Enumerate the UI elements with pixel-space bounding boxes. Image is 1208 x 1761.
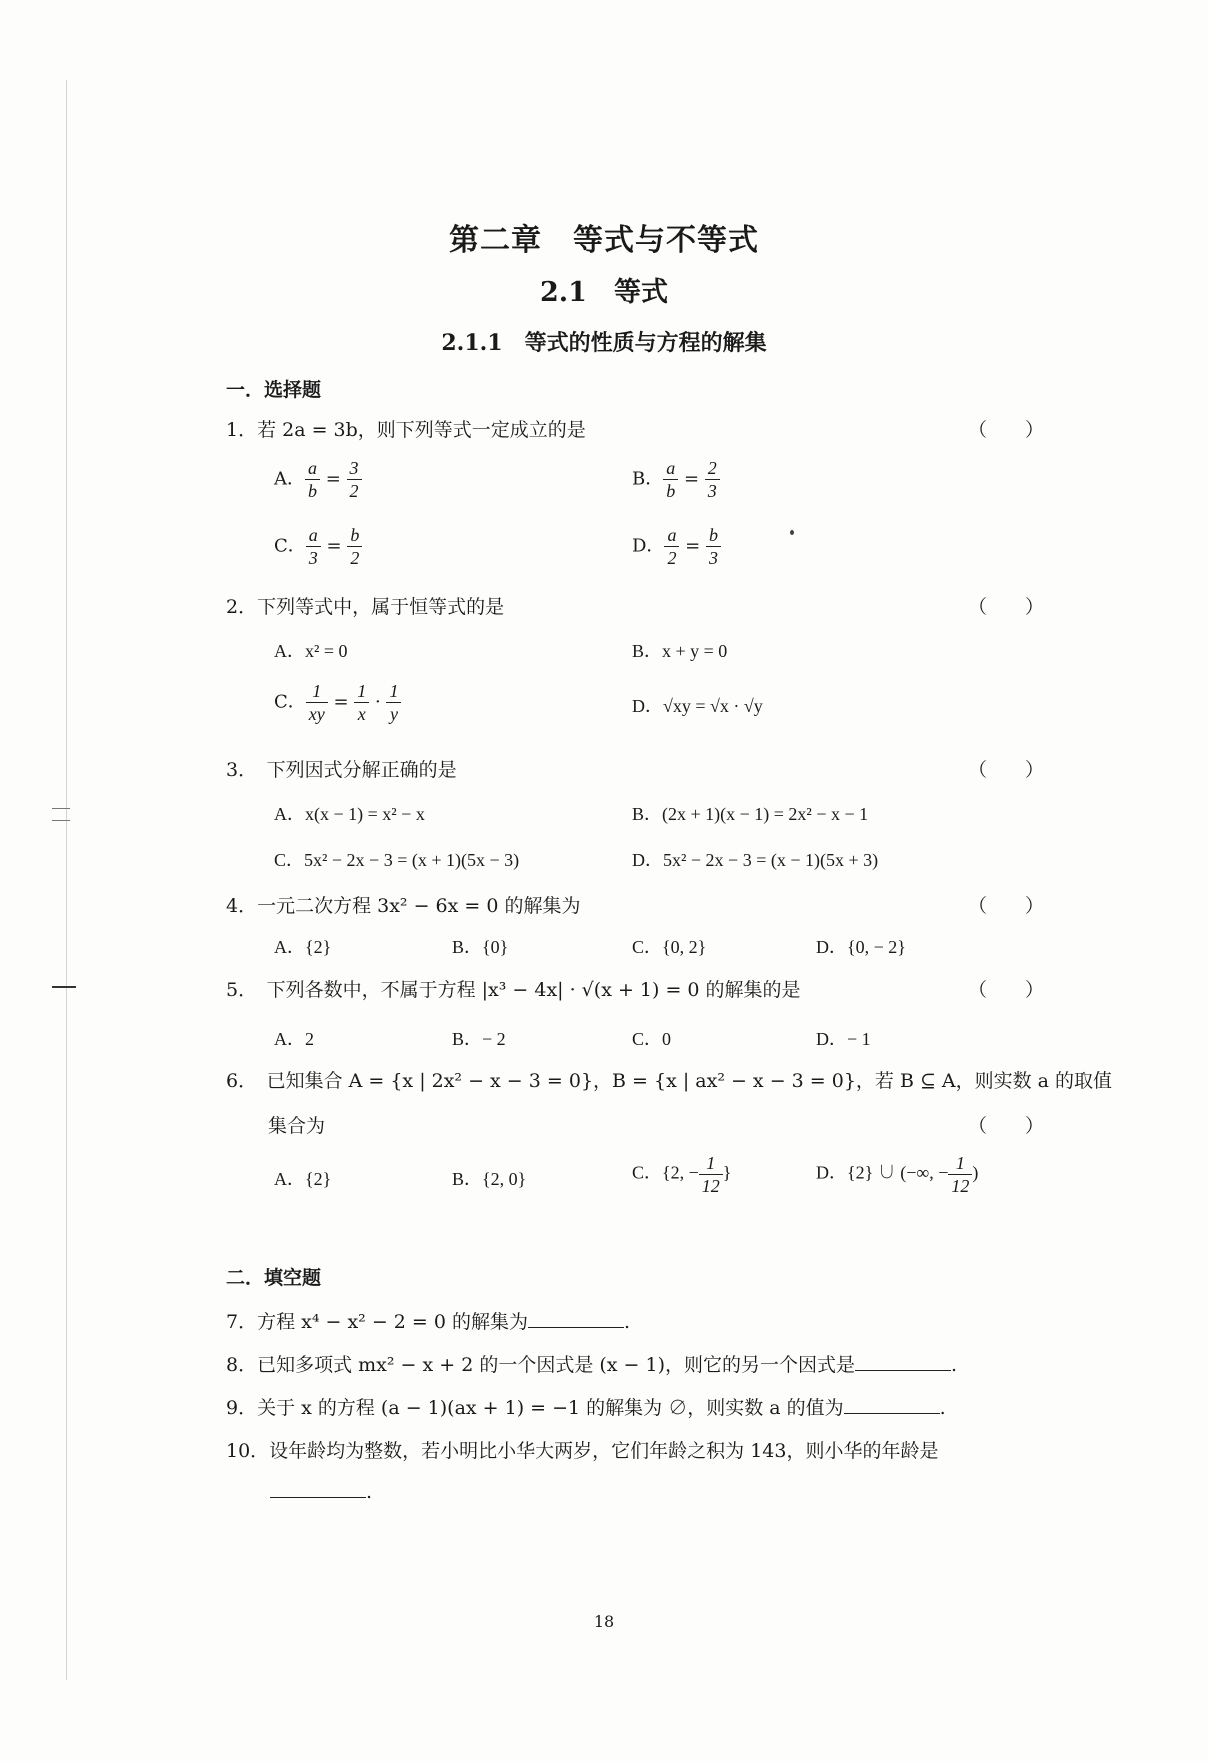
chapter-title: 第二章 等式与不等式 <box>449 223 759 258</box>
q6-option-c: C．{2, − $\frac{1}{12}$ } <box>632 1153 732 1196</box>
scan-mark <box>52 820 70 821</box>
question-8: 8．已知多项式 mx² − x + 2 的一个因式是 (x − 1)，则它的另一个因式是 . <box>226 1354 958 1376</box>
q6-option-a: A．{2} <box>274 1169 332 1189</box>
answer-blank[interactable] <box>270 1481 366 1498</box>
question-10-answer-line: . <box>270 1481 372 1503</box>
fraction: $\frac{a}{b}$ <box>663 457 678 502</box>
fraction: $\frac{3}{2}$ <box>347 457 362 502</box>
scan-mark <box>52 986 76 988</box>
fraction: $\frac{1}{12}$ <box>948 1152 972 1197</box>
q1-option-c: C． $\frac{a}{3}$ = $\frac{b}{2}$ <box>274 524 362 569</box>
q4-option-a: A．{2} <box>274 937 332 957</box>
subsection-title: 2.1.1 等式的性质与方程的解集 <box>441 330 767 356</box>
answer-paren: （ ） <box>968 419 1045 441</box>
q5-option-c: C．0 <box>632 1029 672 1049</box>
q1-option-a: A． $\frac{a}{b}$ = $\frac{3}{2}$ <box>274 457 362 502</box>
q5-option-a: A．2 <box>274 1029 314 1049</box>
q4-option-b: B．{0} <box>452 937 509 957</box>
part1-heading: 一．选择题 <box>226 379 322 401</box>
fraction: $\frac{a}{3}$ <box>306 524 321 569</box>
fraction: $\frac{a}{b}$ <box>305 457 320 502</box>
q6-option-d: D．{2} ∪ (−∞, − $\frac{1}{12}$ ) <box>816 1153 979 1196</box>
question-6-stem: 6． 已知集合 A = {x | 2x² − x − 3 = 0}，B = {x | ax² − x − 3 = 0}，若 B ⊆ A，则实数 a 的取值 <box>226 1070 1113 1092</box>
q2-option-a: A．x² = 0 <box>274 641 348 661</box>
answer-blank[interactable] <box>855 1354 951 1371</box>
scan-mark <box>52 808 70 809</box>
answer-paren: （ ） <box>968 895 1045 917</box>
question-4-stem: 4．一元二次方程 3x² − 6x = 0 的解集为 <box>226 895 581 917</box>
answer-paren: （ ） <box>968 1115 1045 1137</box>
fraction: $\frac{1}{12}$ <box>699 1152 723 1197</box>
fraction: $\frac{2}{3}$ <box>705 457 720 502</box>
question-10: 10．设年龄均为整数，若小明比小华大两岁，它们年龄之积为 143，则小华的年龄是 <box>226 1440 939 1462</box>
q4-option-c: C．{0, 2} <box>632 937 707 957</box>
q3-option-c: C．5x² − 2x − 3 = (x + 1)(5x − 3) <box>274 850 520 870</box>
scan-margin-line <box>66 80 67 1680</box>
q1-option-d: D． $\frac{a}{2}$ = $\frac{b}{3}$ <box>632 524 721 569</box>
fraction: $\frac{b}{2}$ <box>347 524 362 569</box>
fraction: $\frac{b}{3}$ <box>706 524 721 569</box>
fraction: $\frac{1}{x}$ <box>354 680 369 725</box>
scan-speck <box>790 530 794 535</box>
q3-option-b: B．(2x + 1)(x − 1) = 2x² − x − 1 <box>632 804 869 824</box>
question-7: 7．方程 x⁴ − x² − 2 = 0 的解集为 . <box>226 1311 631 1333</box>
answer-blank[interactable] <box>528 1311 624 1328</box>
q6-option-b: B．{2, 0} <box>452 1169 527 1189</box>
q1-option-b: B． $\frac{a}{b}$ = $\frac{2}{3}$ <box>632 457 720 502</box>
page-number: 18 <box>593 1612 615 1631</box>
q4-option-d: D．{0, − 2} <box>816 937 906 957</box>
fraction: $\frac{1}{xy}$ <box>306 680 328 725</box>
question-3-stem: 3． 下列因式分解正确的是 <box>226 759 457 781</box>
answer-paren: （ ） <box>968 596 1045 618</box>
section-title: 2.1 等式 <box>540 277 668 308</box>
question-2-stem: 2．下列等式中，属于恒等式的是 <box>226 596 505 618</box>
fraction: $\frac{a}{2}$ <box>664 524 679 569</box>
q3-option-d: D．5x² − 2x − 3 = (x − 1)(5x + 3) <box>632 850 879 870</box>
q2-option-d: D．√xy = √x · √y <box>632 696 763 716</box>
q3-option-a: A．x(x − 1) = x² − x <box>274 804 425 824</box>
q5-option-b: B．− 2 <box>452 1029 506 1049</box>
answer-paren: （ ） <box>968 979 1045 1001</box>
question-1-stem: 1．若 2a = 3b，则下列等式一定成立的是 <box>226 419 586 441</box>
answer-paren: （ ） <box>968 759 1045 781</box>
answer-blank[interactable] <box>844 1397 940 1414</box>
q5-option-d: D．− 1 <box>816 1029 871 1049</box>
part2-heading: 二．填空题 <box>226 1267 322 1289</box>
question-5-stem: 5． 下列各数中，不属于方程 |x³ − 4x| · √(x + 1) = 0 的解集的是 <box>226 979 801 1001</box>
question-9: 9．关于 x 的方程 (a − 1)(ax + 1) = −1 的解集为 ∅，则实数 a 的值为 . <box>226 1397 946 1419</box>
fraction: $\frac{1}{y}$ <box>386 680 401 725</box>
q2-option-b: B．x + y = 0 <box>632 641 728 661</box>
q2-option-c: C． $\frac{1}{xy}$ = $\frac{1}{x}$ · $\frac{1}{y}$ <box>274 680 401 725</box>
question-6-stem-cont: 集合为 <box>268 1115 326 1137</box>
